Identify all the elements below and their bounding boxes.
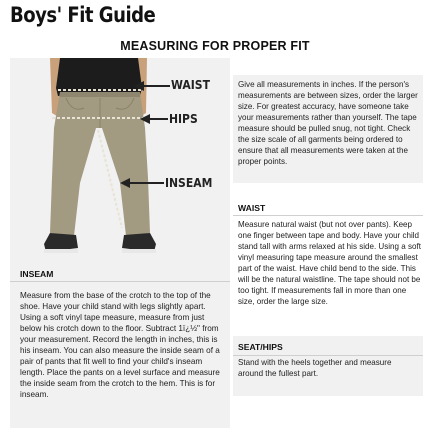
page-title: Boys' Fit Guide — [10, 3, 156, 27]
waist-label: WAIST — [171, 78, 210, 92]
inseam-text: Measure from the base of the crotch to the top of the shoe. Have your child stand with legs slightly apart. Using a soft vinyl tape measure, measure from just below his crotch down to the floor. Subtract 1ï¿½" from your measurement. Record the length in inches, this is his inseam. You can also measure the inside seam of a pair of pants that fit well to find your child's inseam length. Place the pants on a level surface and measure the inside seam from the crotch to the hem. This is for inseam. — [20, 291, 220, 400]
inseam-box — [10, 260, 230, 428]
seat-divider — [233, 355, 423, 356]
seat-text: Stand with the heels together and measure around the fullest part. — [238, 358, 392, 378]
waist-heading: WAIST — [238, 203, 266, 213]
waistband — [60, 92, 140, 97]
seat-box — [233, 336, 423, 396]
seat-heading: SEAT/HIPS — [238, 342, 283, 352]
waist-text: Measure natural waist (but not over pants). Keep one finger between tape and body. Have your child stand tall with arms relaxed at his side. Using a soft vinyl measuring tape measure around the smallest part of the waist. Have child bend to the side. This will be the natural waistline. The tape should not be too tight. If measurements fall in more than one size, order the large size. — [238, 220, 421, 306]
page-subtitle: MEASURING FOR PROPER FIT — [120, 39, 310, 53]
pants-figure — [10, 58, 230, 263]
waist-divider — [233, 215, 423, 216]
intro-box — [233, 75, 423, 183]
inseam-divider — [10, 281, 230, 282]
intro-text: Give all measurements in inches. If the person's measurements are between sizes, order the larger size. For greatest accuracy, have someone take your measurements rather than yourself. The tape measure should be pulled snug, not tight. Check the size scale of all garments being ordered to ensure that all measurements were taken at the proper points. — [238, 80, 418, 166]
inseam-label: INSEAM — [165, 176, 213, 190]
inseam-heading: INSEAM — [20, 269, 54, 279]
hips-label: HIPS — [169, 112, 198, 126]
